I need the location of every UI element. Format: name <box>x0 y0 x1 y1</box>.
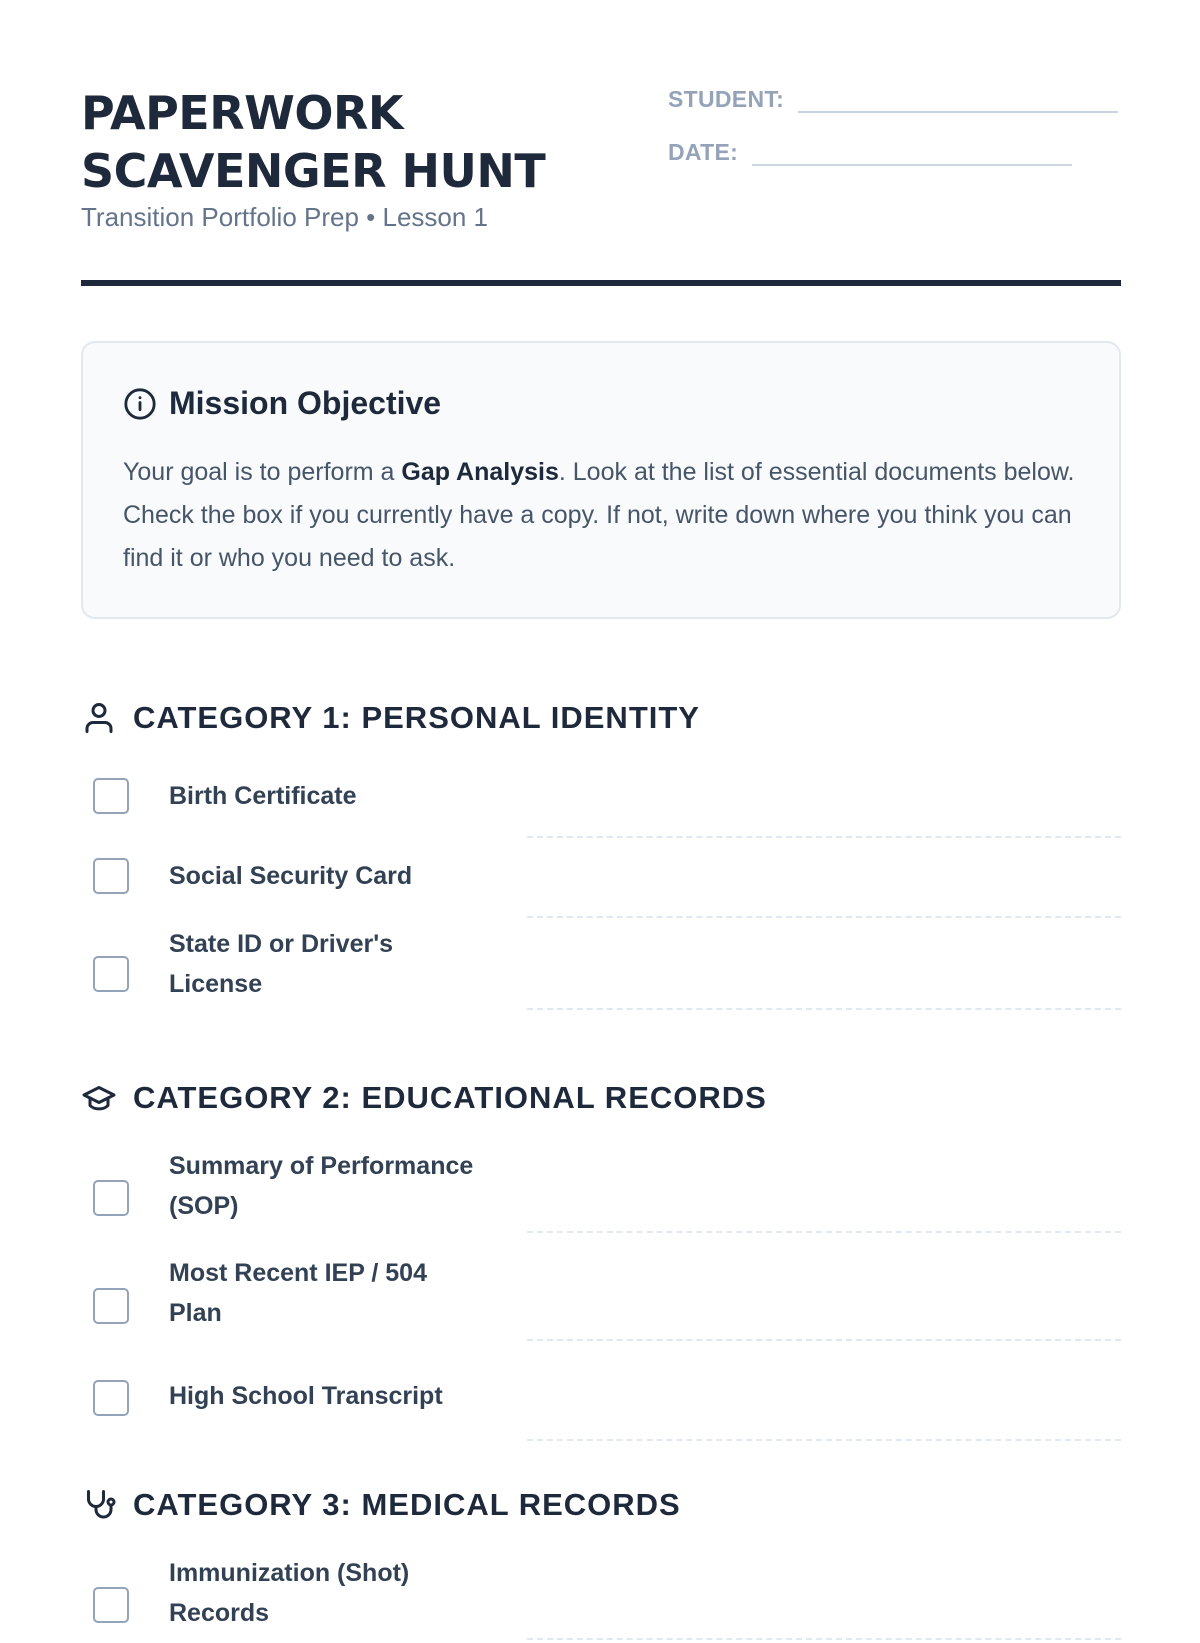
item-label: Birth Certificate <box>169 782 357 810</box>
title-line-1: PAPERWORK <box>81 86 404 140</box>
item-label: Immunization (Shot) Records <box>169 1559 410 1627</box>
item-checkbox[interactable] <box>93 1380 129 1416</box>
item-notes-line[interactable] <box>527 916 1121 918</box>
user-icon <box>81 700 117 736</box>
item-checkbox[interactable] <box>93 1587 129 1623</box>
item-checkbox[interactable] <box>93 1180 129 1216</box>
header-divider <box>81 280 1121 286</box>
checklist-item <box>81 1253 1121 1343</box>
item-notes-line[interactable] <box>527 1231 1121 1233</box>
checklist-item <box>81 1358 1121 1448</box>
checklist-item <box>81 1553 1121 1643</box>
mission-text <box>123 451 1083 580</box>
category-title: CATEGORY 1: PERSONAL IDENTITY <box>133 700 700 735</box>
graduation-cap-icon <box>81 1080 117 1116</box>
category-heading <box>81 696 700 740</box>
item-label: Summary of Performance (SOP) <box>169 1152 474 1220</box>
item-checkbox[interactable] <box>93 858 129 894</box>
checklist-item <box>81 1146 1121 1236</box>
mission-heading <box>123 385 441 422</box>
page-title <box>81 84 601 200</box>
date-field <box>668 139 1072 166</box>
item-notes-line[interactable] <box>527 1339 1121 1341</box>
item-label: State ID or Driver's License <box>169 930 394 998</box>
checklist-item <box>81 848 1121 918</box>
stethoscope-icon <box>81 1487 117 1523</box>
title-line-2: SCAVENGER HUNT <box>81 144 546 198</box>
item-checkbox[interactable] <box>93 956 129 992</box>
item-checkbox[interactable] <box>93 778 129 814</box>
item-label: Social Security Card <box>169 862 413 890</box>
mission-text-end: . Look at the list of essential documents below. Check the box if you currently have a copy. If not, write down where you think you can find it or who you need to ask. <box>123 458 1075 572</box>
student-write-line[interactable] <box>798 87 1118 113</box>
date-write-line[interactable] <box>752 140 1072 166</box>
info-icon <box>123 387 157 421</box>
worksheet-page <box>81 0 1121 1627</box>
date-label: DATE: <box>668 139 739 165</box>
checklist-item <box>81 924 1121 1014</box>
checklist-item <box>81 768 1121 838</box>
mission-title: Mission Objective <box>169 385 442 421</box>
worksheet-header <box>81 84 1121 286</box>
item-label: High School Transcript <box>169 1382 443 1410</box>
item-notes-line[interactable] <box>527 1439 1121 1441</box>
page-subtitle: Transition Portfolio Prep • Lesson 1 <box>81 202 489 232</box>
student-field <box>668 86 1118 113</box>
item-notes-line[interactable] <box>527 836 1121 838</box>
mission-text-bold: Gap Analysis <box>401 458 559 486</box>
item-notes-line[interactable] <box>527 1008 1121 1010</box>
mission-objective-box <box>81 341 1121 619</box>
item-notes-line[interactable] <box>527 1638 1121 1640</box>
category-heading <box>81 1483 681 1527</box>
item-label: Most Recent IEP / 504 Plan <box>169 1259 427 1327</box>
category-title: CATEGORY 2: EDUCATIONAL RECORDS <box>133 1080 767 1115</box>
item-checkbox[interactable] <box>93 1288 129 1324</box>
student-label: STUDENT: <box>668 86 785 112</box>
category-title: CATEGORY 3: MEDICAL RECORDS <box>133 1487 681 1522</box>
category-heading <box>81 1076 767 1120</box>
mission-text-start: Your goal is to perform a <box>123 458 402 486</box>
